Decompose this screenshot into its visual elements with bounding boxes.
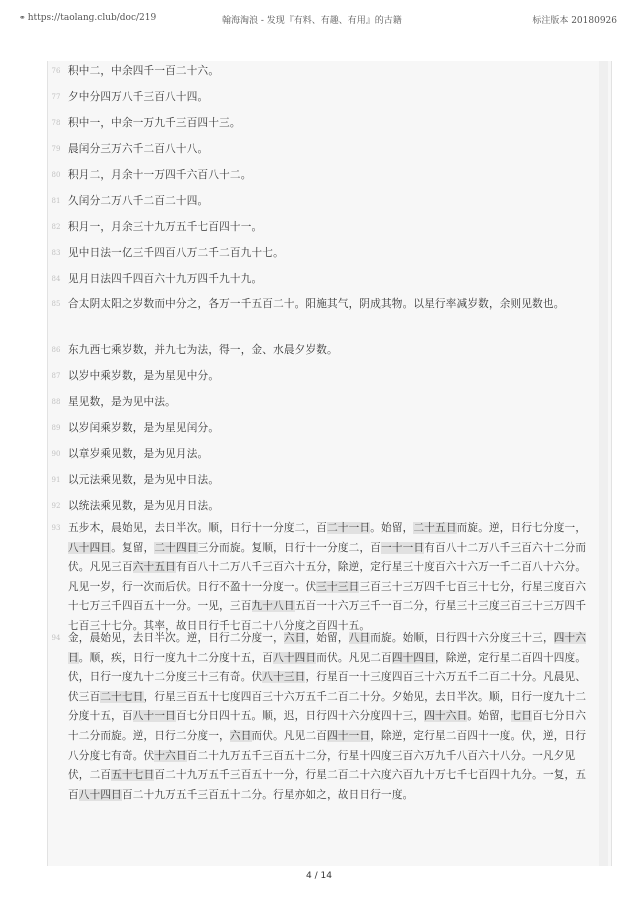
line-text: 积中二，中余四千一百二十六。 — [68, 65, 220, 77]
line-text: 以岁中乘岁数，是为星见中分。 — [68, 370, 220, 382]
line-text: 以统法乘见数，是为见月日法。 — [68, 500, 220, 512]
highlighted-phrase: 八十四日 — [68, 541, 112, 554]
line-number: 82 — [51, 223, 61, 231]
highlighted-phrase: 八日 — [348, 632, 371, 644]
document-line — [47, 140, 592, 160]
document-line — [47, 166, 592, 186]
line-number: 93 — [51, 524, 61, 532]
text-segment: 百二十九万五千三百五十二分，行星十四度三百六万九千八百六十八分。一凡夕见伏，二百 — [68, 749, 576, 782]
line-number: 83 — [51, 249, 61, 257]
document-line — [47, 419, 592, 439]
text-segment: 百七分日六十二分而旋。逆，日行二分度一， — [68, 710, 587, 742]
highlighted-phrase: 二十一日 — [327, 522, 371, 534]
text-segment: ，行星百一十三度四百三十六万五千二百二十分。凡晨见、伏三百 — [68, 671, 587, 703]
document-line — [47, 114, 592, 134]
text-segment: 而旋。始顺，日行四十六分度三十三， — [370, 632, 554, 644]
document-line — [47, 519, 592, 637]
document-line — [47, 471, 592, 491]
document-line — [47, 393, 592, 413]
line-text: 积中一，中余一万九千三百四十三。 — [68, 117, 241, 129]
header-url[interactable] — [19, 13, 156, 23]
line-number: 77 — [51, 93, 61, 101]
highlighted-phrase: 八十三日 — [262, 671, 306, 684]
highlighted-phrase: 五十七日 — [111, 769, 155, 782]
document-line — [47, 218, 592, 238]
highlighted-phrase: 二十四日 — [154, 541, 198, 554]
document-line — [47, 270, 592, 290]
line-text — [68, 519, 592, 637]
highlighted-phrase: 四十六日 — [424, 710, 468, 723]
text-segment: 。始留， — [370, 522, 414, 534]
text-segment: 。始留， — [467, 710, 511, 723]
highlighted-phrase: 六日 — [229, 729, 252, 742]
line-number: 88 — [51, 398, 61, 406]
highlighted-phrase: 十六日 — [154, 749, 187, 762]
line-number: 80 — [51, 171, 61, 179]
line-text: 东九西七乘岁数，并九七为法，得一，金、水晨夕岁数。 — [68, 344, 338, 356]
line-number: 85 — [51, 300, 61, 308]
highlighted-phrase: 一十一日 — [381, 541, 425, 554]
text-segment: 三百三十三万四千七百三十七分，行星三度百六十七万三千四百五十一分。一见，三百 — [68, 580, 587, 613]
text-segment: 有百八十二万八千三百六十二分而伏。凡见三百 — [68, 541, 587, 574]
page-header — [0, 5, 638, 33]
line-text: 以章岁乘见数，是为见月法。 — [68, 448, 209, 460]
highlighted-phrase: 四十一日 — [327, 729, 371, 742]
text-segment: 五百一十六万三千一百二分，行星三十三度三百三十三万四千七百三十七分。其率，故日日行千七百二十八分度之百四十五。 — [68, 600, 587, 632]
highlighted-phrase: 六日 — [283, 632, 306, 644]
text-segment: 金，晨始见，去日半次。逆，日行二分度一， — [68, 632, 284, 644]
line-number: 76 — [51, 67, 61, 75]
document-line — [47, 88, 592, 108]
highlighted-phrase: 六十五日 — [132, 561, 176, 574]
text-segment: ，除逆，定行星二百四十四度。伏，日行一度九十二分度三十三有奇。伏 — [68, 651, 587, 684]
link-icon: ⚭ — [19, 13, 26, 22]
highlighted-phrase: 四十六日 — [68, 632, 587, 664]
document-line — [47, 62, 592, 82]
line-text: 星见数，是为见中法。 — [68, 396, 176, 408]
text-segment: ，除逆，定行星二百四十一度。伏，逆，日行八分度七有奇。伏 — [68, 729, 587, 762]
document-line — [47, 497, 592, 517]
document-line — [47, 341, 592, 361]
line-text: 以元法乘见数，是为见中日法。 — [68, 474, 220, 486]
line-number: 92 — [51, 502, 61, 510]
page-number: 4 / 14 — [306, 871, 332, 881]
highlighted-phrase: 二十七日 — [100, 690, 144, 703]
text-segment: 百二十九万五千三百五十一分，行星二百二十六度六百九十万七千七百四十九分。一复，五百 — [68, 769, 587, 801]
line-number: 91 — [51, 476, 61, 484]
text-segment: 三分而旋。复顺，日行十一分度二，百 — [197, 541, 382, 554]
scrollbar[interactable] — [599, 61, 608, 866]
line-text: 见月日法四千四百六十九万四千九十九。 — [68, 273, 263, 285]
document-line — [47, 629, 592, 805]
header-url-text[interactable]: https://taolang.club/doc/219 — [27, 13, 157, 23]
line-text: 见中日法一亿三千四百八万二千二百九十七。 — [68, 247, 284, 259]
line-number: 79 — [51, 145, 61, 153]
highlighted-phrase: 四十四日 — [391, 651, 436, 664]
text-segment: 而旋。逆，日行七分度一， — [456, 522, 587, 534]
line-text: 久闰分二万八千二百二十四。 — [68, 195, 209, 207]
header-title: 翰海淘浪 - 发现『有料、有趣、有用』的古籍 — [222, 16, 402, 26]
document-line — [47, 192, 592, 212]
document-line — [47, 244, 592, 264]
document-line — [47, 367, 592, 387]
line-text — [68, 629, 592, 805]
line-number: 87 — [51, 372, 61, 380]
text-segment: 五步木，晨始见，去日半次。顺，日行十一分度二，百 — [68, 522, 328, 534]
line-text: 夕中分四万八千三百八十四。 — [68, 91, 209, 103]
highlighted-phrase: 七日 — [510, 710, 533, 723]
text-segment: 而伏。凡见二百 — [316, 651, 392, 664]
text-segment: 。顺，疾，日行一度九十二分度十五，百 — [78, 651, 274, 664]
text-segment: 。复留， — [111, 541, 155, 554]
text-segment: 百七分日四十五。顺，迟，日行四十六分度四十三， — [175, 710, 425, 723]
highlighted-phrase: 八十一日 — [132, 710, 176, 723]
text-segment: ，始留， — [305, 632, 349, 644]
line-number: 78 — [51, 119, 61, 127]
line-number: 81 — [51, 197, 61, 205]
highlighted-phrase: 二十五日 — [413, 522, 457, 534]
line-number: 86 — [51, 346, 61, 354]
text-segment: 百二十九万五千三百五十二分。行星亦如之，故日日行一度。 — [121, 788, 414, 801]
line-text: 积月二，月余十一万四千六百八十二。 — [68, 169, 252, 181]
document-line — [47, 445, 592, 465]
text-segment: 有百八十二万八千三百六十五分，除逆，定行星三十度百六十六万一千二百八十六分。凡见一岁，行一次而后伏。日行不盈十一分度一。伏 — [68, 561, 587, 593]
line-text: 积月一，月余三十九万五千七百四十一。 — [68, 221, 263, 233]
line-text: 以岁闰乘岁数，是为星见闰分。 — [68, 422, 220, 434]
header-version: 标注版本 20180926 — [532, 16, 617, 26]
line-text: 晨闰分三万六千二百八十八。 — [68, 143, 209, 155]
line-text: 合太阴太阳之岁数而中分之，各万一千五百二十。阳施其气，阴成其物。以星行率减岁数，余则见数也。 — [68, 298, 565, 310]
line-number: 94 — [51, 634, 61, 642]
text-segment: ，行星三百五十七度四百三十六万五千二百二十分。夕始见，去日半次。顺，日行一度九十二分度十五，百 — [68, 690, 587, 723]
text-segment: 而伏。凡见二百 — [251, 729, 328, 742]
highlighted-phrase: 三十三日 — [316, 580, 360, 593]
highlighted-phrase: 九十八日 — [251, 600, 295, 613]
highlighted-phrase: 八十四日 — [273, 651, 317, 664]
highlighted-phrase: 八十四日 — [78, 788, 122, 801]
document-line — [47, 295, 592, 315]
line-number: 89 — [51, 424, 61, 432]
line-number: 90 — [51, 450, 61, 458]
line-number: 84 — [51, 275, 61, 283]
